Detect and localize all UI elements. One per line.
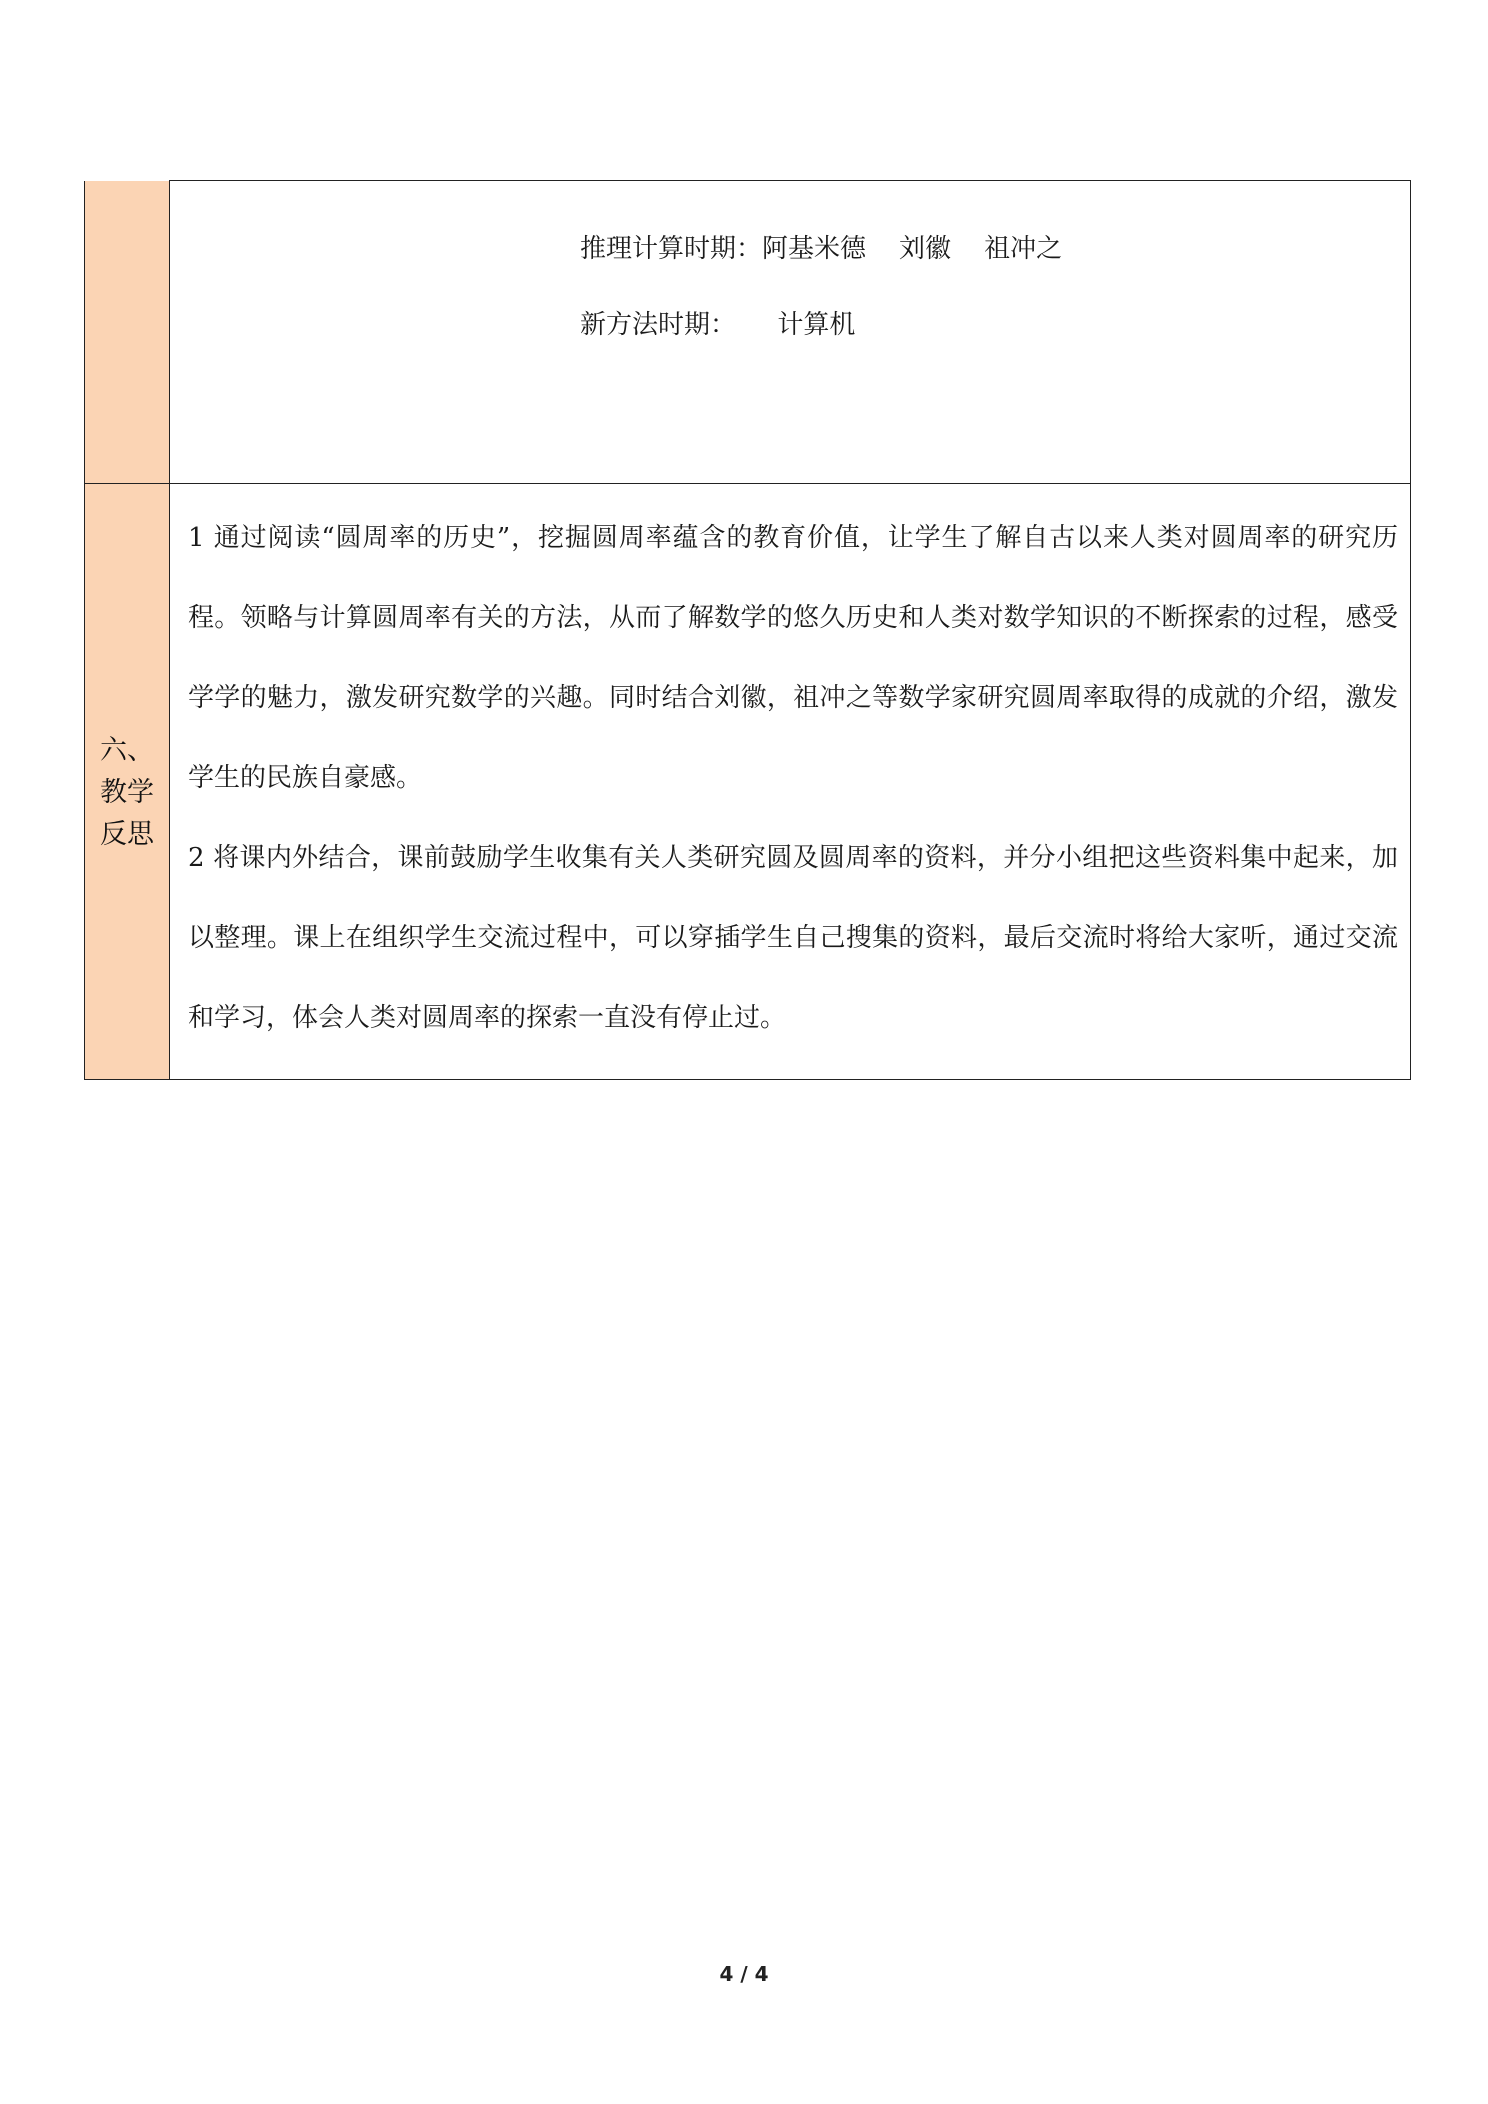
new-method-period-line: 新方法时期： 计算机 (580, 310, 856, 340)
reasoning-period-line: 推理计算时期：阿基米德 刘徽 祖冲之 (580, 234, 1063, 264)
history-periods-row (85, 181, 1411, 484)
teaching-reflection-text (170, 484, 1410, 1058)
teaching-reflection-content-cell (170, 484, 1411, 1080)
side-label-cell-empty (85, 181, 170, 484)
reflection-paragraph-2: 2 将课内外结合，课前鼓励学生收集有关人类研究圆及圆周率的资料，并分小组把这些资料集中起来，加以整理。课上在组织学生交流过程中，可以穿插学生自己搜集的资料，最后交流时将给大家听，通过交流和学习，体会人类对圆周率的探索一直没有停止过。 (188, 843, 1398, 1033)
reflection-paragraph-1: 1 通过阅读“圆周率的历史”，挖掘圆周率蕴含的教育价值，让学生了解自古以来人类对圆周率的研究历程。领略与计算圆周率有关的方法，从而了解数学的悠久历史和人类对数学知识的不断探索的过程，感受学学的魅力，激发研究数学的兴趣。同时结合刘徽，祖冲之等数学家研究圆周率取得的成就的介绍，激发学生的民族自豪感。 (188, 523, 1398, 793)
history-periods-text (170, 181, 1410, 363)
label-line-section-number: 六、 (100, 735, 154, 766)
teaching-reflection-row (85, 484, 1411, 1080)
teaching-reflection-label-cell (85, 484, 170, 1080)
page-number: 4 / 4 (719, 1962, 769, 1986)
lesson-plan-table (84, 180, 1411, 1080)
teaching-reflection-label (85, 730, 169, 856)
label-line-reflection: 反思 (100, 819, 154, 850)
history-periods-cell (170, 181, 1411, 484)
side-label-wrapper (85, 484, 169, 1079)
label-line-teaching: 教学 (100, 777, 154, 808)
